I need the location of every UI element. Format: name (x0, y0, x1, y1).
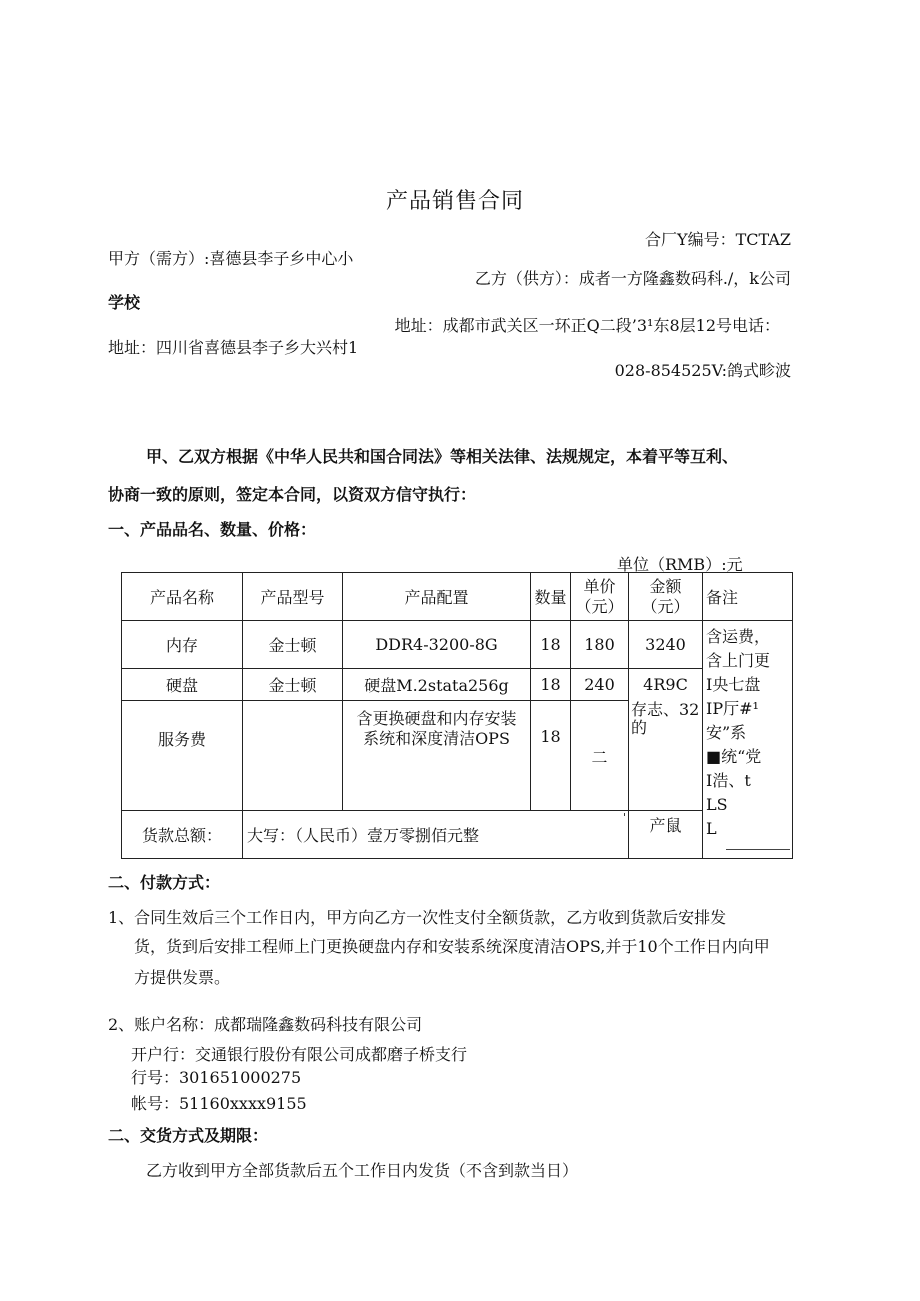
row2-price: 240 (571, 669, 629, 701)
table-row (122, 621, 793, 669)
row1-amount: 3240 (629, 621, 703, 669)
payment-clause-1-line2: 货，货到后安排工程师上门更换硬盘内存和安装系统深度清洁OPS,并于10个工作日内向甲 (134, 937, 770, 956)
divider (726, 849, 790, 850)
row3-amount: 存志、32的 (629, 701, 703, 811)
section-payment-heading: 二、付款方式： (108, 873, 221, 892)
note-line: IP厅#¹ (706, 699, 759, 718)
row1-model: 金士顿 (243, 621, 343, 669)
header-qty: 数量 (531, 573, 571, 621)
payment-clause-1-line1: 1、合同生效后三个工作日内，甲方向乙方一次性支付全额货款，乙方收到货款后安排发 (108, 908, 727, 927)
row3-qty: 18 (531, 701, 571, 811)
note-line: 含上门更 (706, 651, 771, 670)
note-line: 安”系 (706, 723, 747, 742)
header-model: 产品型号 (243, 573, 343, 621)
table-row (122, 701, 793, 811)
party-a-name: 甲方（需方）:喜德县李子乡中心小 (108, 249, 354, 268)
note-line: I央七盘 (706, 675, 761, 694)
product-table (121, 572, 793, 859)
header-amount-line1: 金额 (649, 576, 682, 596)
contract-number: 合厂Y编号：TCTAZ (645, 230, 791, 249)
bank-name: 开户行：交通银行股份有限公司成都磨子桥支行 (131, 1045, 468, 1064)
page-title: 产品销售合同 (386, 189, 525, 214)
header-config: 产品配置 (343, 573, 531, 621)
row1-config: DDR4-3200-8G (343, 621, 531, 669)
section-products-heading: 一、产品品名、数量、价格： (108, 520, 317, 539)
total-amount: 产鼠 (629, 811, 703, 859)
party-a-name-line1 (108, 246, 353, 269)
table-header-row (122, 573, 793, 621)
row3-config-line2: 系统和深度清洁OPS (363, 729, 510, 748)
total-value-cell (243, 811, 629, 859)
total-mark: ' (622, 811, 626, 824)
row2-name: 硬盘 (122, 669, 243, 701)
note-line: ■统“党 (706, 747, 762, 766)
delivery-terms: 乙方收到甲方全部货款后五个工作日内发货（不含到款当日） (146, 1161, 579, 1180)
total-value: 大写：（人民币）壹万零捌佰元整 (247, 826, 480, 845)
row2-qty: 18 (531, 669, 571, 701)
header-unit-price-line2: （元） (575, 596, 624, 616)
note-line: 含运费， (706, 627, 771, 646)
row2-model: 金士顿 (243, 669, 343, 701)
header-amount (629, 573, 703, 621)
note-cell (703, 621, 793, 859)
header-unit-price (571, 573, 629, 621)
account-name: 2、账户名称：成都瑞隆鑫数码科技有限公司 (108, 1015, 423, 1034)
unit-note: 单位（RMB）:元 (617, 555, 743, 574)
header-name: 产品名称 (122, 573, 243, 621)
payment-clause-1-line3: 方提供发票。 (134, 968, 231, 987)
row3-config (343, 701, 531, 811)
note-line: I浩、t (706, 771, 751, 790)
bank-number: 行号：301651000275 (131, 1068, 302, 1087)
intro-line-1: 甲、乙双方根据《中华人民共和国合同法》等相关法律、法规规定，本着平等互利、 (146, 447, 739, 466)
party-a-name-line2: 学校 (108, 293, 141, 312)
total-label: 货款总额： (122, 811, 243, 859)
note-line: LS (706, 795, 728, 814)
party-a-address: 地址：四川省喜德县李子乡大兴村1 (108, 338, 359, 357)
note-line: L (706, 819, 717, 838)
row1-name: 内存 (122, 621, 243, 669)
intro-line-2: 协商一致的原则，签定本合同，以资双方信守执行： (108, 485, 477, 504)
row3-price: 二 (571, 701, 629, 811)
row2-config: 硬盘M.2stata256g (343, 669, 531, 701)
party-b-address: 地址：成都市武关区一环正Q二段’3¹东8层12号电话： (394, 316, 780, 335)
header-amount-line2: （元） (641, 596, 690, 616)
party-b-phone: 028-854525V:鸽式畛波 (614, 361, 791, 380)
row3-name: 服务费 (122, 701, 243, 811)
total-row (122, 811, 793, 859)
row1-price: 180 (571, 621, 629, 669)
table-row (122, 669, 793, 701)
row2-amount: 4R9C (629, 669, 703, 701)
section-delivery-heading: 二、交货方式及期限： (108, 1126, 269, 1145)
row3-model (243, 701, 343, 811)
header-unit-price-line1: 单价 (583, 576, 616, 596)
party-b-name: 乙方（供方）：成者一方隆鑫数码科./，k公司 (474, 269, 791, 288)
header-note: 备注 (703, 573, 793, 621)
row3-config-line1: 含更换硬盘和内存安装 (356, 709, 517, 728)
row1-qty: 18 (531, 621, 571, 669)
account-number: 帐号：51160xxxx9155 (131, 1094, 307, 1113)
